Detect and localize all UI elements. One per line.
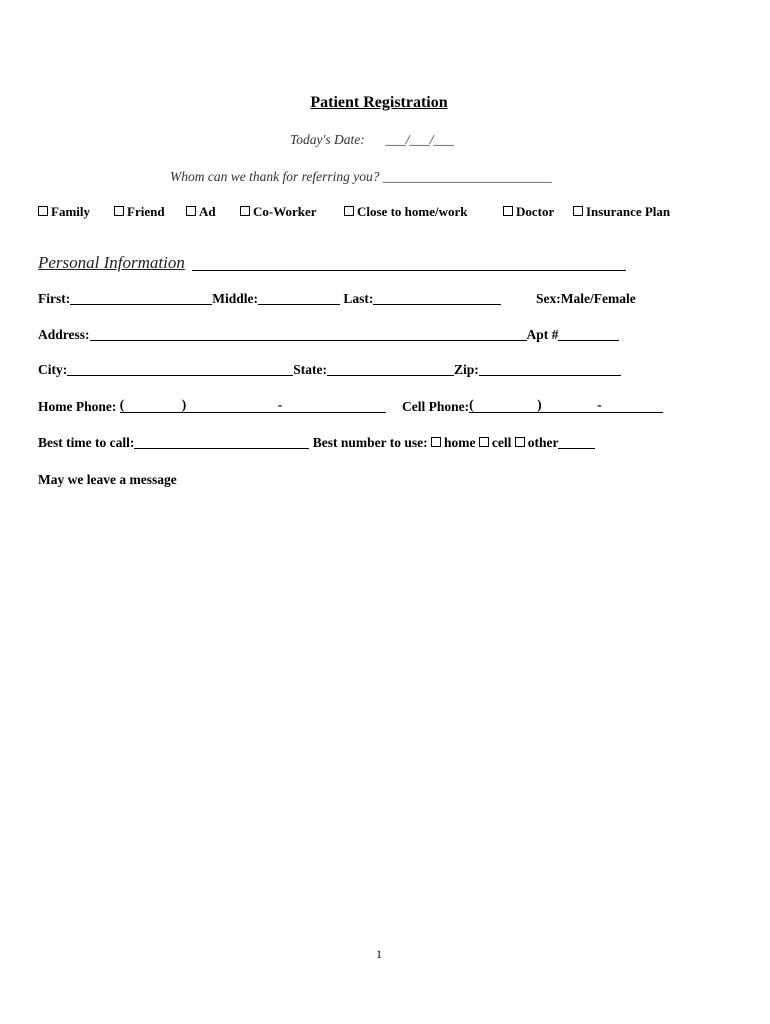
last-name-field[interactable] (373, 291, 501, 305)
todays-date-field[interactable]: ___/___/___ (385, 132, 454, 147)
referral-option-friend[interactable] (114, 204, 165, 220)
cell-option-label: cell (491, 435, 512, 450)
home-option-label: home (443, 435, 476, 450)
home-checkbox[interactable] (431, 437, 441, 447)
best-time-row (38, 435, 595, 451)
other-field[interactable] (558, 435, 595, 449)
referral-option-label: Co-Worker (253, 204, 317, 219)
zip-label: Zip: (454, 362, 479, 377)
best-time-label: Best time to call: (38, 435, 135, 450)
address-row (38, 327, 619, 343)
checkbox[interactable] (344, 206, 354, 216)
referral-field[interactable]: _________________________ (382, 169, 552, 184)
middle-name-label: Middle: (212, 291, 258, 306)
sex-field[interactable]: Sex:Male/Female (536, 291, 636, 306)
home-phone-label: Home Phone: (38, 399, 117, 414)
section-divider (192, 270, 626, 271)
cell-phone-field[interactable] (469, 398, 663, 413)
state-field[interactable] (327, 362, 454, 376)
checkbox[interactable] (240, 206, 250, 216)
city-label: City: (38, 362, 68, 377)
first-name-label: First: (38, 291, 71, 306)
phone-row (38, 398, 386, 415)
checkbox[interactable] (573, 206, 583, 216)
checkbox[interactable] (186, 206, 196, 216)
name-row (38, 291, 501, 307)
referral-option-coworker[interactable] (240, 204, 317, 220)
referral-line (170, 169, 552, 185)
other-checkbox[interactable] (515, 437, 525, 447)
apt-field[interactable] (558, 327, 619, 341)
referral-option-label: Family (51, 204, 90, 219)
referral-option-label: Insurance Plan (586, 204, 671, 219)
best-time-field[interactable] (134, 435, 309, 449)
home-phone-close-paren: ) (181, 397, 187, 412)
cell-phone-group (402, 398, 663, 415)
cell-phone-dash: - (597, 397, 602, 412)
zip-field[interactable] (479, 362, 621, 376)
referral-option-label: Close to home/work (357, 204, 468, 219)
first-name-field[interactable] (70, 291, 212, 305)
page-title: Patient Registration (310, 94, 448, 111)
apt-label: Apt # (526, 327, 559, 342)
referral-option-ad[interactable] (186, 204, 216, 220)
home-phone-open-paren: ( (119, 397, 125, 412)
home-phone-field[interactable] (120, 398, 386, 413)
middle-name-field[interactable] (258, 291, 340, 305)
referral-option-label: Friend (127, 204, 165, 219)
cell-phone-close-paren: ) (537, 397, 542, 412)
cell-phone-label: Cell Phone: (402, 399, 470, 414)
referral-option-doctor[interactable] (503, 204, 554, 220)
todays-date-line (290, 132, 454, 148)
cell-phone-open-paren: ( (469, 397, 474, 412)
page-number: 1 (376, 947, 382, 961)
city-row (38, 362, 621, 378)
section-heading-personal-information: Personal Information (38, 253, 185, 272)
referral-option-label: Doctor (516, 204, 555, 219)
leave-message-question: May we leave a message (38, 472, 177, 487)
referral-option-label: Ad (199, 204, 216, 219)
address-field[interactable] (90, 327, 527, 341)
last-name-label: Last: (343, 291, 374, 306)
checkbox[interactable] (38, 206, 48, 216)
checkbox[interactable] (114, 206, 124, 216)
referral-question: Whom can we thank for referring you? (170, 169, 380, 184)
referral-option-close-to-home[interactable] (344, 204, 468, 220)
referral-option-family[interactable] (38, 204, 90, 220)
checkbox[interactable] (503, 206, 513, 216)
city-field[interactable] (67, 362, 293, 376)
other-option-label: other (527, 435, 559, 450)
cell-checkbox[interactable] (479, 437, 489, 447)
referral-option-insurance-plan[interactable] (573, 204, 670, 220)
home-phone-dash: - (277, 397, 283, 412)
best-number-label: Best number to use: (312, 435, 428, 450)
address-label: Address: (38, 327, 90, 342)
state-label: State: (293, 362, 327, 377)
todays-date-label: Today's Date: (290, 132, 365, 147)
